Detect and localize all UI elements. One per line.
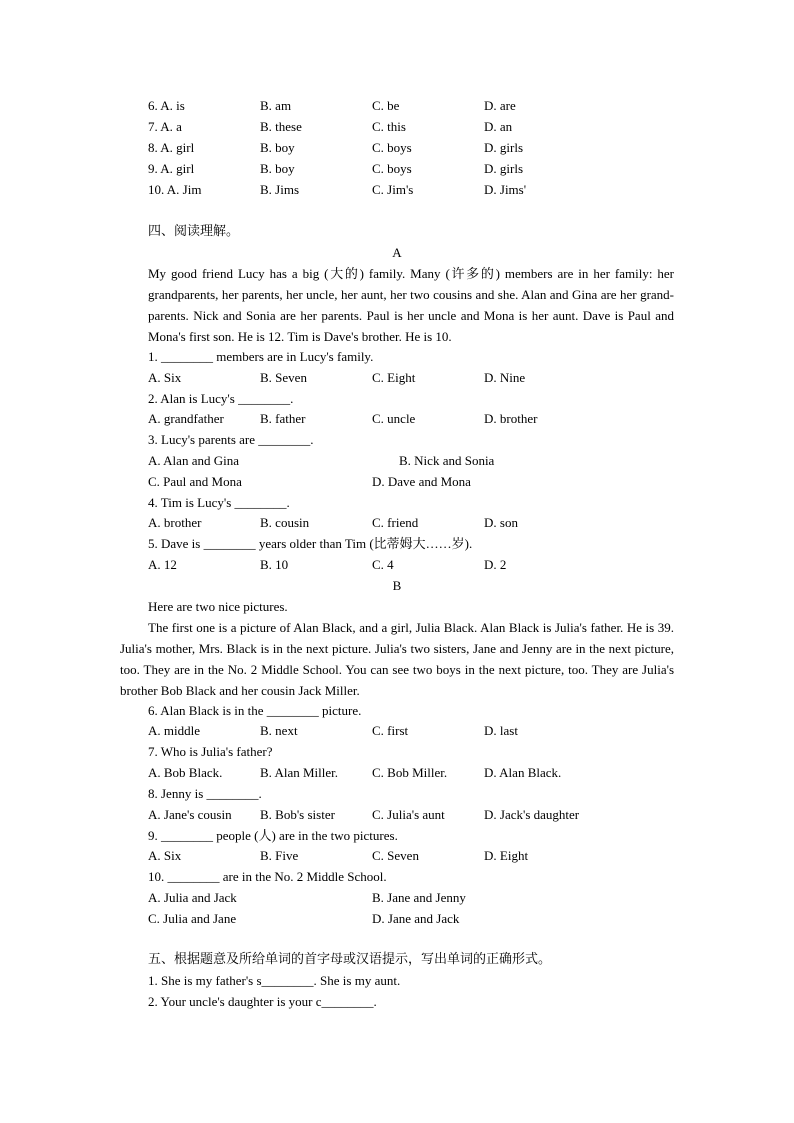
option-c: C. Julia and Jane (148, 911, 237, 926)
passage-b-label: B (392, 578, 402, 593)
option-c: C. 4 (372, 557, 394, 572)
option-d: D. last (484, 723, 518, 738)
question-3: 3. Lucy's parents are ________. (148, 432, 314, 447)
option-b: B. father (260, 411, 306, 426)
passage-b-text: The first one is a picture of Alan Black, and a girl, Julia Black. Alan Black is Julia's father. He is 39. Julia's mother, Mrs. Black is in the next picture. Julia's two sisters, Jane and Jenny are in the next picture, too. They are in the No. 2 Middle School. You can see two boys in the next picture, too. They are Julia's brother Bob Black and her cousin Jack Miller. (120, 620, 674, 698)
option-a: 9. A. girl (148, 161, 195, 176)
option-c: C. Bob Miller. (372, 765, 448, 780)
option-c: C. boys (372, 161, 412, 176)
option-row (148, 116, 674, 137)
question-3-options-row-1 (148, 450, 674, 471)
option-c: C. Seven (372, 848, 419, 863)
option-a: 7. A. a (148, 119, 182, 134)
option-b: B. boy (260, 140, 295, 155)
option-d: D. Dave and Mona (372, 474, 471, 489)
question-2-options (148, 408, 674, 429)
option-a: 10. A. Jim (148, 182, 202, 197)
option-a: A. Six (148, 848, 182, 863)
option-b: B. cousin (260, 515, 310, 530)
option-d: D. an (484, 119, 513, 134)
option-b: B. Alan Miller. (260, 765, 338, 780)
option-b: B. am (260, 98, 292, 113)
option-c: C. Paul and Mona (148, 474, 242, 489)
option-d: D. Jack's daughter (484, 807, 580, 822)
option-a: 8. A. girl (148, 140, 195, 155)
question-5-options (148, 554, 674, 575)
question-9-options (148, 845, 674, 866)
passage-b (120, 617, 674, 701)
option-b: B. 10 (260, 557, 289, 572)
option-a: A. Six (148, 370, 182, 385)
option-a: A. 12 (148, 557, 177, 572)
question-9: 9. ________ people (人) are in the two pictures. (148, 828, 398, 843)
question-10-options-row-2 (148, 908, 674, 929)
option-a: A. brother (148, 515, 202, 530)
question-10: 10. ________ are in the No. 2 Middle School. (148, 869, 387, 884)
option-b: B. boy (260, 161, 295, 176)
passage-a (148, 263, 674, 347)
option-c: C. Eight (372, 370, 416, 385)
option-b: B. these (260, 119, 302, 134)
option-a: A. Alan and Gina (148, 453, 239, 468)
passage-a-text: My good friend Lucy has a big (大的) family. Many (许多的) members are in her family: her grandparents, her parents, her uncle, her aunt, her two cousins and she. Alan and Gina are her grand-parents. Nick and Sonia are her parents. Paul is her uncle and Mona is her aunt. Dave is Paul and Mona's first son. He is 12. Tim is Dave's brother. He is 10. (148, 266, 674, 344)
passage-b-intro: Here are two nice pictures. (148, 599, 288, 614)
question-7: 7. Who is Julia's father? (148, 744, 273, 759)
option-b: B. Bob's sister (260, 807, 335, 822)
option-c: C. Julia's aunt (372, 807, 445, 822)
option-row (148, 179, 674, 200)
option-a: A. Jane's cousin (148, 807, 232, 822)
option-row (148, 158, 674, 179)
option-row (148, 95, 674, 116)
option-a: A. Julia and Jack (148, 890, 237, 905)
section-four-title: 四、阅读理解。 (148, 224, 240, 239)
option-b: B. Seven (260, 370, 307, 385)
option-d: D. 2 (484, 557, 507, 572)
option-c: C. boys (372, 140, 412, 155)
option-d: D. Eight (484, 848, 529, 863)
option-c: C. friend (372, 515, 419, 530)
question-1: 1. ________ members are in Lucy's family. (148, 349, 374, 364)
question-7-options (148, 762, 674, 783)
option-b: B. Jims (260, 182, 300, 197)
option-row (148, 137, 674, 158)
question-6-options (148, 720, 674, 741)
question-3-options-row-2 (148, 471, 674, 492)
option-d: D. Jane and Jack (372, 911, 460, 926)
fill-in-question-2: 2. Your uncle's daughter is your c________. (148, 994, 377, 1009)
option-b: B. next (260, 723, 298, 738)
option-a: A. Bob Black. (148, 765, 223, 780)
option-c: C. this (372, 119, 406, 134)
option-d: D. girls (484, 140, 523, 155)
question-6: 6. Alan Black is in the ________ picture. (148, 703, 362, 718)
option-d: D. are (484, 98, 516, 113)
option-b: B. Jane and Jenny (372, 890, 466, 905)
question-4: 4. Tim is Lucy's ________. (148, 495, 290, 510)
option-d: D. girls (484, 161, 523, 176)
option-a: A. grandfather (148, 411, 224, 426)
option-a: A. middle (148, 723, 200, 738)
option-d: D. Alan Black. (484, 765, 562, 780)
option-d: D. son (484, 515, 518, 530)
option-a: 6. A. is (148, 98, 185, 113)
question-8: 8. Jenny is ________. (148, 786, 262, 801)
question-10-options-row-1 (148, 887, 674, 908)
question-8-options (148, 804, 674, 825)
option-c: C. uncle (372, 411, 416, 426)
option-c: C. Jim's (372, 182, 414, 197)
option-d: D. brother (484, 411, 538, 426)
option-b: B. Nick and Sonia (399, 453, 495, 468)
option-b: B. Five (260, 848, 299, 863)
option-c: C. first (372, 723, 409, 738)
passage-a-label: A (392, 245, 402, 260)
question-2: 2. Alan is Lucy's ________. (148, 391, 294, 406)
question-4-options (148, 512, 674, 533)
question-5: 5. Dave is ________ years older than Tim (比蒂姆大……岁). (148, 536, 473, 551)
option-c: C. be (372, 98, 400, 113)
option-d: D. Jims' (484, 182, 527, 197)
option-d: D. Nine (484, 370, 526, 385)
question-1-options (148, 367, 674, 388)
section-five-title: 五、根据题意及所给单词的首字母或汉语提示，写出单词的正确形式。 (148, 952, 552, 967)
fill-in-question-1: 1. She is my father's s________. She is my aunt. (148, 973, 401, 988)
